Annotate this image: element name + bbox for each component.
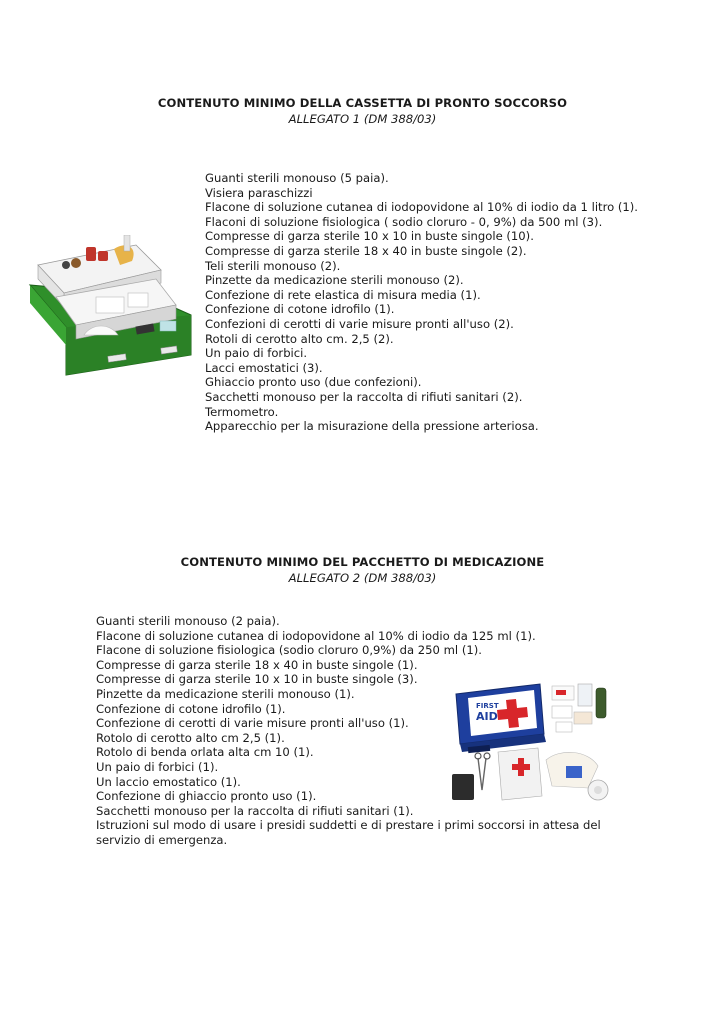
list-item: Un paio di forbici (1). <box>96 759 219 774</box>
list-item: Guanti sterili monouso (2 paia). <box>96 614 280 628</box>
section2-title: CONTENUTO MINIMO DEL PACCHETTO DI MEDICAZIONE <box>180 555 545 569</box>
list-item: Istruzioni sul modo di usare i presidi suddetti e di prestare i primi soccorsi in attesa del servizio di emergenza. <box>96 818 601 847</box>
list-item: Sacchetti monouso per la raccolta di rifiuti sanitari (2). <box>205 389 523 404</box>
list-item: Pinzette da medicazione sterili monouso (2). <box>205 273 464 288</box>
list-item: Confezione di cotone idrofilo (1). <box>96 701 286 716</box>
list-item: Compresse di garza sterile 10 x 10 in buste singole (3). <box>96 672 418 687</box>
list-item: Rotoli di cerotto alto cm. 2,5 (2). <box>205 331 394 346</box>
list-item: Confezione di ghiaccio pronto uso (1). <box>96 789 317 804</box>
list-item: Flaconi di soluzione fisiologica ( sodio cloruro - 0, 9%) da 500 ml (3). <box>205 214 603 229</box>
section1-subtitle: ALLEGATO 1 (DM 388/03) <box>288 112 437 126</box>
list-item: Sacchetti monouso per la raccolta di rifiuti sanitari (1). <box>96 803 414 818</box>
list-item: Un laccio emostatico (1). <box>96 774 241 789</box>
list-item: Lacci emostatici (3). <box>205 360 323 375</box>
list-item: Rotolo di cerotto alto cm 2,5 (1). <box>96 730 285 745</box>
list-item: Apparecchio per la misurazione della pressione arteriosa. <box>205 419 539 434</box>
list-item: Confezione di cerotti di varie misure pronti all'uso (1). <box>96 716 409 731</box>
list-item: Confezione di cotone idrofilo (1). <box>205 302 395 317</box>
section2-subtitle: ALLEGATO 2 (DM 388/03) <box>288 571 437 585</box>
list-item: Termometro. <box>205 404 279 419</box>
section1-title: CONTENUTO MINIMO DELLA CASSETTA DI PRONTO SOCCORSO <box>157 96 568 110</box>
list-item: Un paio di forbici. <box>205 346 308 361</box>
section1-item-list <box>205 171 638 434</box>
green-first-aid-case-icon <box>26 235 196 380</box>
list-item: Teli sterili monouso (2). <box>205 258 341 273</box>
list-item: Ghiaccio pronto uso (due confezioni). <box>205 375 422 390</box>
list-item: Compresse di garza sterile 18 x 40 in buste singole (1). <box>96 657 418 672</box>
list-item: Flacone di soluzione cutanea di iodopovidone al 10% di iodio da 125 ml (1). <box>96 628 536 643</box>
list-item: Guanti sterili monouso (5 paia). <box>205 171 389 185</box>
list-item: Compresse di garza sterile 18 x 40 in buste singole (2). <box>205 243 527 258</box>
list-item: Confezione di rete elastica di misura media (1). <box>205 287 481 302</box>
list-item: Flacone di soluzione cutanea di iodopovidone al 10% di iodio da 1 litro (1). <box>205 200 638 215</box>
list-item: Confezioni di cerotti di varie misure pronti all'uso (2). <box>205 316 514 331</box>
list-item: Rotolo di benda orlata alta cm 10 (1). <box>96 745 314 760</box>
list-item: Pinzette da medicazione sterili monouso (1). <box>96 686 355 701</box>
list-item: Compresse di garza sterile 10 x 10 in buste singole (10). <box>205 229 534 244</box>
case-label-line1: FIRST <box>476 702 499 710</box>
list-item: Visiera paraschizzi <box>205 185 313 200</box>
blue-first-aid-pouch-icon <box>448 678 620 806</box>
list-item: Flacone di soluzione fisiologica (sodio cloruro 0,9%) da 250 ml (1). <box>96 643 482 658</box>
case-label-line2: AID <box>476 710 498 723</box>
